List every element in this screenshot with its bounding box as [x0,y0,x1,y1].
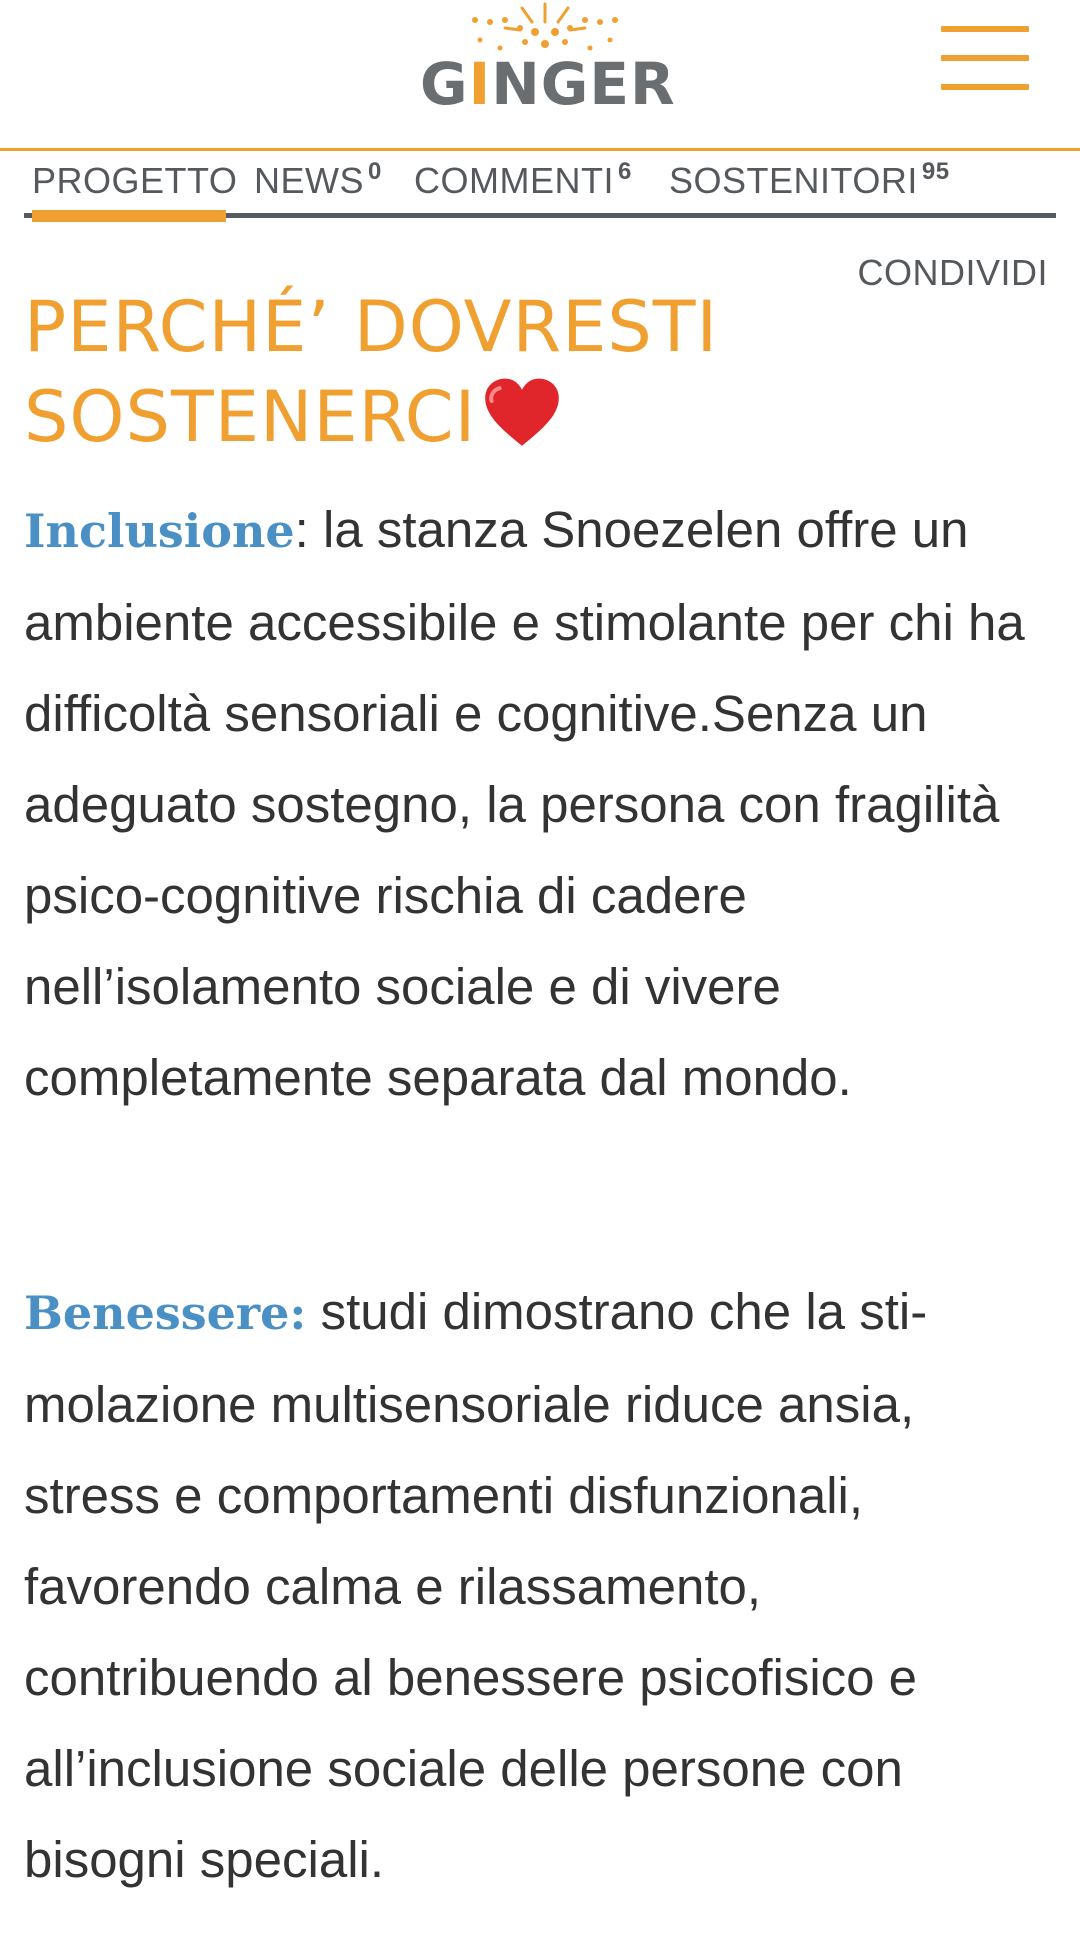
tab-progetto[interactable]: PROGETTO [32,160,238,201]
tab-count: 95 [921,158,950,185]
paragraph-text: studi dimostrano che la sti-molazione multisensoriale riduce ansia, stress e comportamenti disfunzionali, favorendo calma e rilassamento, contribuendo al benessere psicofisico e all’inclusione sociale delle persone con bisogni speciali. [24,1283,928,1888]
project-tabs [24,152,1056,222]
paragraph-text: : la stanza Snoezelen offre un ambiente accessibile e stimolante per chi ha difficoltà sensoriali e cognitive.Senza un adeguato sostegno, la persona con fragilità psico-cognitive rischia di cadere nell’isolamento sociale e di vivere completamente separata dal mondo. [24,501,1025,1106]
heart-icon [482,377,562,449]
ginger-logo[interactable] [420,0,676,120]
paragraph-lead: Inclusione [24,504,295,558]
tab-sostenitori[interactable]: SOSTENITORI $^{95}$ [669,158,950,201]
tab-count: 0 [368,158,382,185]
section-title: PERCHÉ’ DOVRESTI SOSTENERCI [24,286,719,458]
active-tab-indicator [32,210,226,222]
tab-commenti[interactable]: COMMENTI $^6$ [414,158,632,201]
tab-news[interactable]: NEWS $^0$ [254,158,382,201]
hamburger-menu-icon[interactable] [935,22,1035,98]
paragraph-lead: Benessere: [24,1286,307,1340]
site-header [0,0,1080,151]
share-link[interactable]: CONDIVIDI [857,252,1048,293]
tab-count: 6 [617,158,632,185]
paragraph-inclusione [24,484,1054,1123]
logo-wordmark: GINGER [420,50,676,118]
paragraph-benessere [24,1266,1054,1905]
